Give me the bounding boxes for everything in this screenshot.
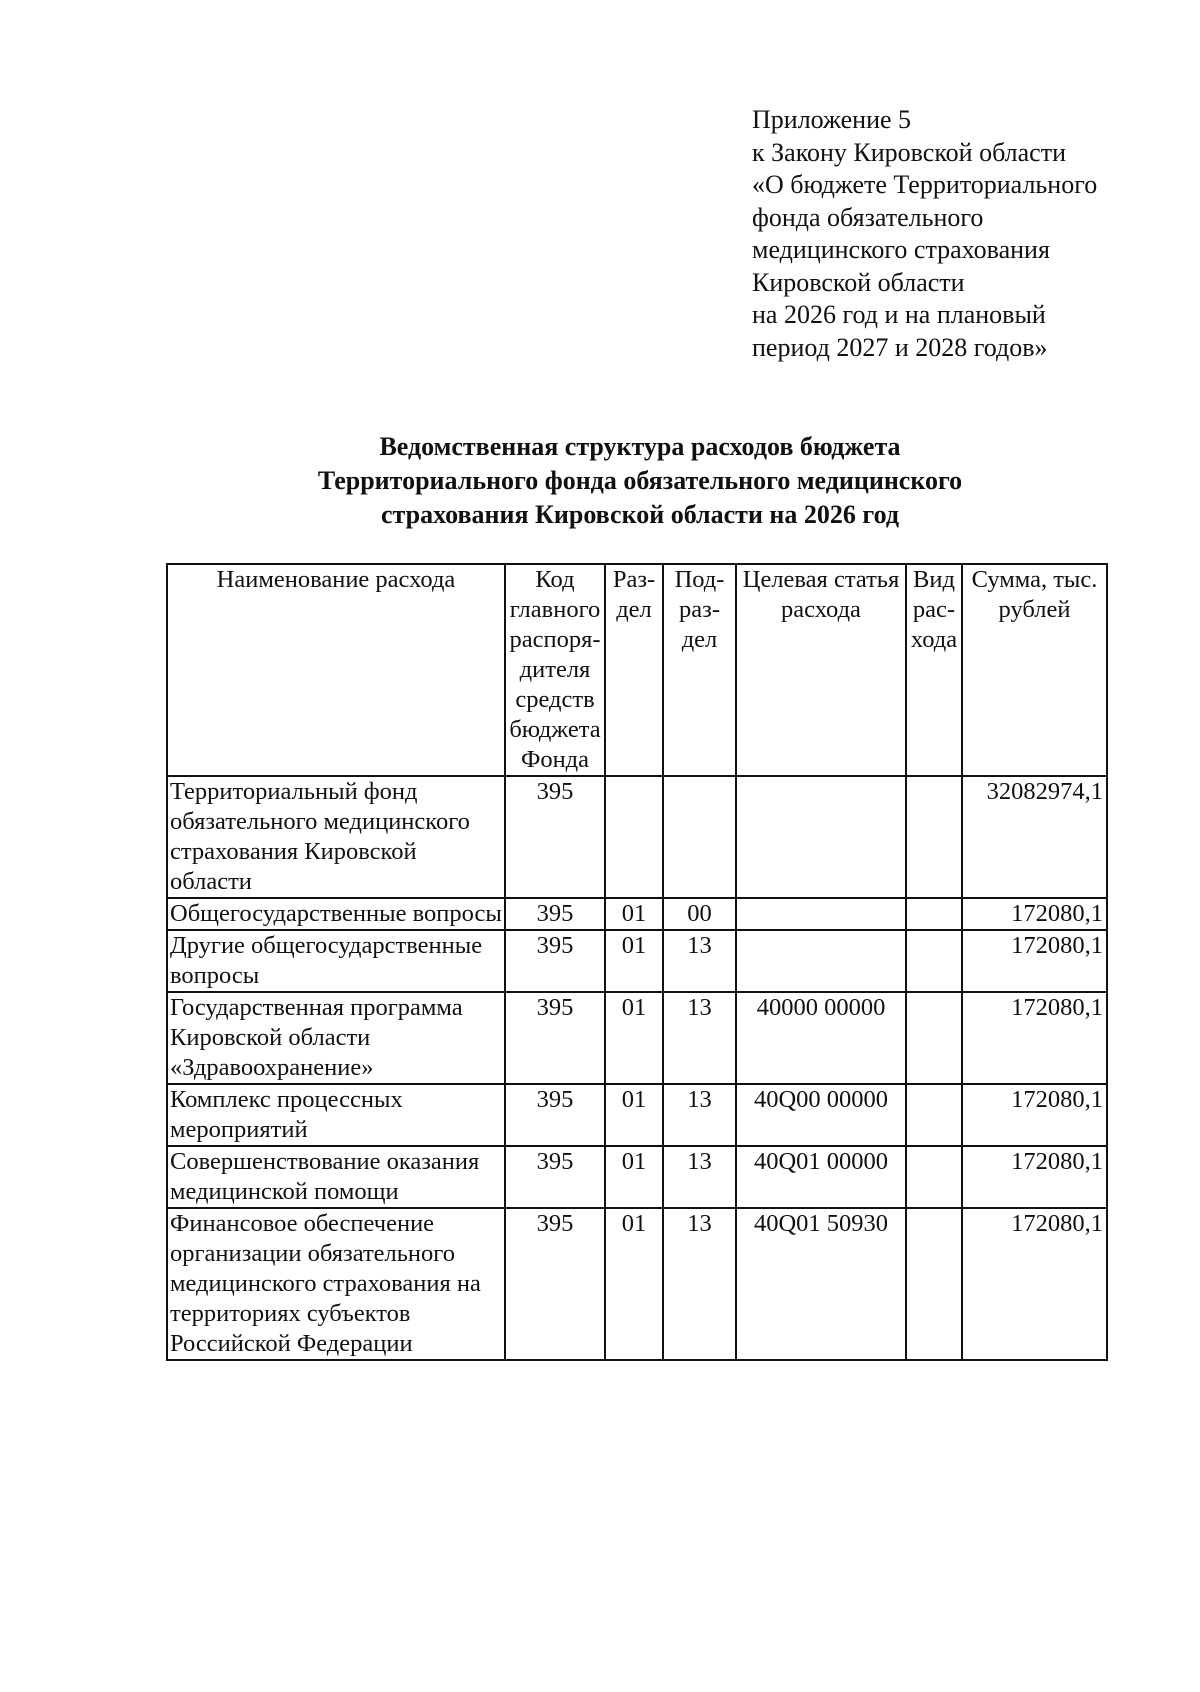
cell-admin-code: 395 — [505, 776, 605, 898]
cell-amount: 32082974,1 — [962, 776, 1107, 898]
header-expense-type: Вид рас- хода — [906, 564, 962, 776]
cell-admin-code: 395 — [505, 1146, 605, 1208]
cell-subsection: 13 — [663, 992, 736, 1084]
cell-target-item: 40Q00 00000 — [736, 1084, 906, 1146]
header-subsection: Под- раз- дел — [663, 564, 736, 776]
cell-expense-type — [906, 1208, 962, 1360]
header-admin-code: Код главного распоря- дителя средств бюджета Фонда — [505, 564, 605, 776]
attachment-line: период 2027 и 2028 годов» — [752, 332, 1048, 362]
attachment-line: Кировской области — [752, 267, 965, 297]
cell-target-item — [736, 898, 906, 930]
cell-amount: 172080,1 — [962, 1208, 1107, 1360]
cell-name: Совершенствование оказания медицинской помощи — [167, 1146, 505, 1208]
cell-name: Комплекс процессных мероприятий — [167, 1084, 505, 1146]
table-row — [167, 898, 1107, 930]
cell-admin-code: 395 — [505, 1084, 605, 1146]
cell-section: 01 — [605, 1208, 663, 1360]
cell-name: Другие общегосударственные вопросы — [167, 930, 505, 992]
attachment-line: на 2026 год и на плановый — [752, 300, 1046, 329]
cell-expense-type — [906, 992, 962, 1084]
table-row — [167, 1208, 1107, 1360]
cell-admin-code: 395 — [505, 1208, 605, 1360]
table-row — [167, 930, 1107, 992]
cell-admin-code: 395 — [505, 898, 605, 930]
cell-target-item: 40Q01 50930 — [736, 1208, 906, 1360]
table-row — [167, 776, 1107, 898]
title-line: страхования Кировской области на 2026 год — [381, 500, 899, 529]
cell-subsection: 13 — [663, 1084, 736, 1146]
cell-amount: 172080,1 — [962, 992, 1107, 1084]
cell-section: 01 — [605, 1146, 663, 1208]
cell-subsection: 13 — [663, 1146, 736, 1208]
cell-amount: 172080,1 — [962, 898, 1107, 930]
cell-expense-type — [906, 776, 962, 898]
cell-amount: 172080,1 — [962, 930, 1107, 992]
cell-name: Финансовое обеспечение организации обязательного медицинского страхования на территориях субъектов Российской Федерации — [167, 1208, 505, 1360]
cell-target-item — [736, 776, 906, 898]
cell-target-item: 40Q01 00000 — [736, 1146, 906, 1208]
cell-section — [605, 776, 663, 898]
cell-admin-code: 395 — [505, 930, 605, 992]
header-amount: Сумма, тыс. рублей — [962, 564, 1107, 776]
cell-subsection: 00 — [663, 898, 736, 930]
cell-section: 01 — [605, 992, 663, 1084]
title-line: Территориального фонда обязательного медицинского — [317, 466, 963, 495]
cell-amount: 172080,1 — [962, 1084, 1107, 1146]
table-row — [167, 1084, 1107, 1146]
table-header-row — [167, 564, 1107, 776]
cell-expense-type — [906, 1084, 962, 1146]
cell-target-item: 40000 00000 — [736, 992, 906, 1084]
cell-admin-code: 395 — [505, 992, 605, 1084]
attachment-line: фонда обязательного — [752, 202, 984, 232]
attachment-line: медицинского страхования — [752, 235, 1050, 264]
cell-amount: 172080,1 — [962, 1146, 1107, 1208]
table-row — [167, 992, 1107, 1084]
expense-structure-table — [166, 563, 1108, 1361]
cell-target-item — [736, 930, 906, 992]
cell-subsection — [663, 776, 736, 898]
cell-name: Государственная программа Кировской области «Здравоохранение» — [167, 992, 505, 1084]
cell-subsection: 13 — [663, 930, 736, 992]
cell-name: Общегосударственные вопросы — [167, 898, 505, 930]
attachment-block — [752, 104, 1172, 364]
header-name: Наименование расхода — [167, 564, 505, 776]
title-line: Ведомственная структура расходов бюджета — [379, 432, 901, 461]
cell-section: 01 — [605, 930, 663, 992]
cell-section: 01 — [605, 1084, 663, 1146]
cell-expense-type — [906, 930, 962, 992]
cell-name: Территориальный фонд обязательного медицинского страхования Кировской области — [167, 776, 505, 898]
cell-expense-type — [906, 1146, 962, 1208]
table-row — [167, 1146, 1107, 1208]
cell-section: 01 — [605, 898, 663, 930]
attachment-line: Приложение 5 — [752, 105, 912, 134]
attachment-line: «О бюджете Территориального — [752, 170, 1098, 199]
header-target-item: Целевая статья расхода — [736, 564, 906, 776]
document-title — [160, 430, 1120, 532]
cell-expense-type — [906, 898, 962, 930]
header-section: Раз- дел — [605, 564, 663, 776]
cell-subsection: 13 — [663, 1208, 736, 1360]
attachment-line: к Закону Кировской области — [752, 137, 1066, 167]
